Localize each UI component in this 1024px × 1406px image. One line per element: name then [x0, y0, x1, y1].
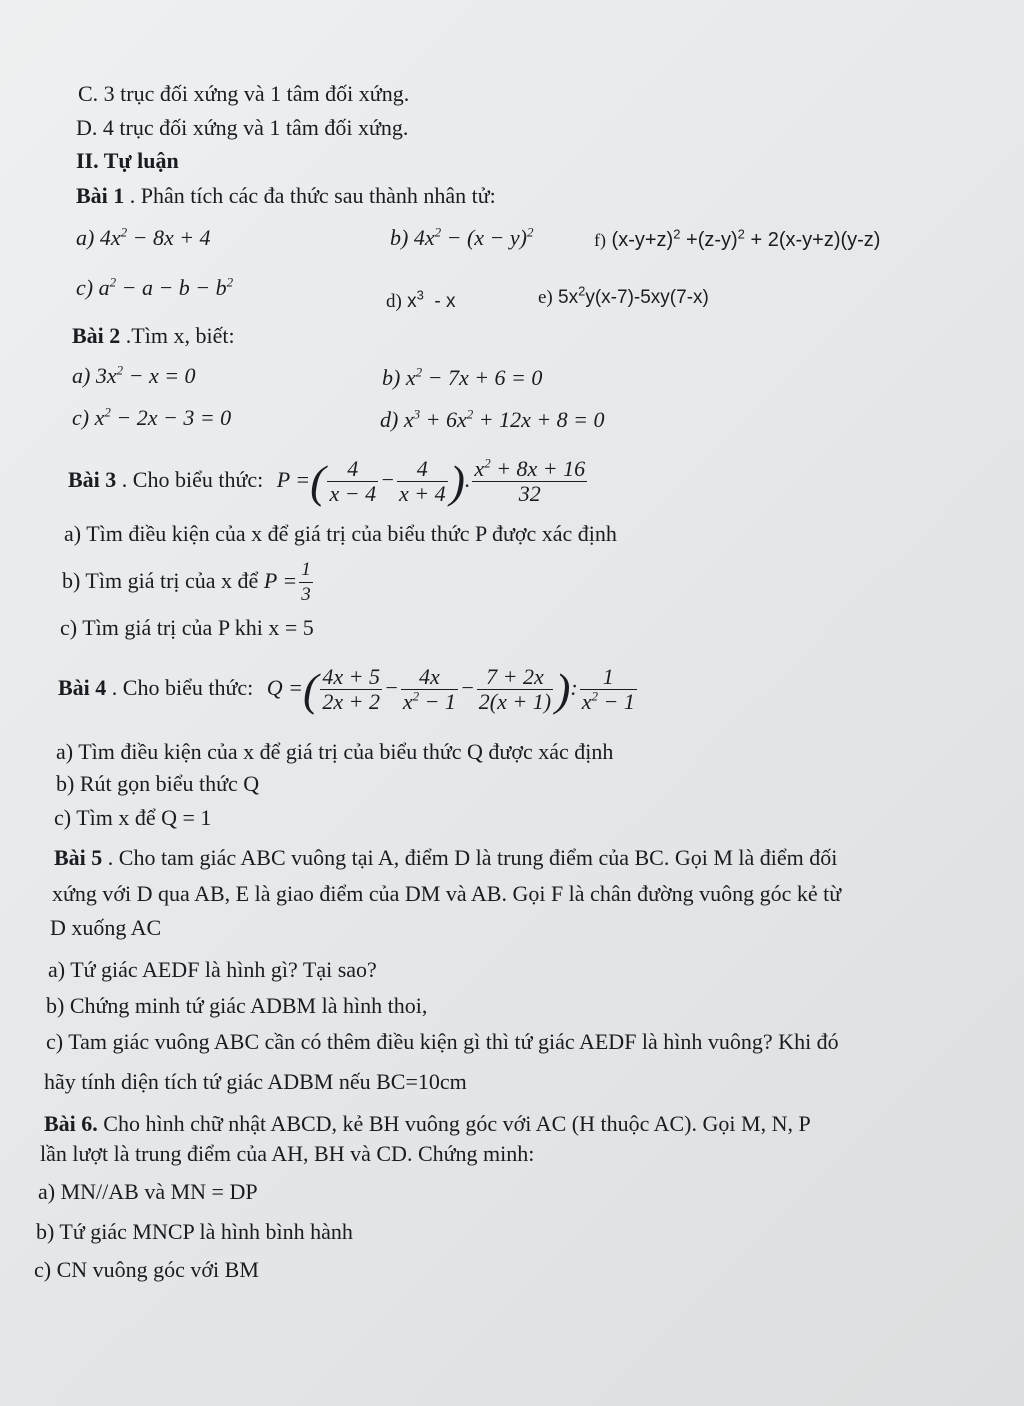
bai5-line2: xứng với D qua AB, E là giao điểm của DM và AB. Gọi F là chân đường vuông góc kẻ từ [52, 881, 842, 906]
bai1-d-label: d) [386, 291, 402, 312]
bai3-heading [68, 450, 589, 510]
bai5-a: a) Tứ giác AEDF là hình gì? Tại sao? [48, 957, 377, 982]
bai1-a: a) $4x^2 - 8x + 4$ [76, 224, 211, 250]
bai4-c: c) Tìm x để Q = 1 [54, 805, 212, 830]
bai1-f-label: f) [594, 230, 606, 250]
bai1-b-label: b) [390, 225, 409, 250]
bai3-c: c) Tìm giá trị của P khi x = 5 [60, 615, 314, 640]
bai2-heading [72, 322, 235, 350]
bai6-a: a) MN//AB và MN = DP [38, 1179, 258, 1204]
bai1-e: e) $5x^2y(x-7)-5xy(7-x)$ [538, 283, 709, 308]
bai1-heading [76, 182, 496, 210]
bai2-label: Bài 2 [72, 323, 121, 348]
bai1-text: . Phân tích các đa thức sau thành nhân tử: [124, 183, 496, 208]
bai2-a: a) $3x^2 - x = 0$ [72, 362, 196, 388]
bai5-line1-text: . Cho tam giác ABC vuông tại A, điểm D là trung điểm của BC. Gọi M là điểm đối [102, 845, 838, 870]
bai1-e-label: e) [538, 287, 553, 308]
bai2-c-label: c) [72, 405, 90, 430]
bai5-label: Bài 5 [54, 845, 103, 870]
bai3-expression: P =( $\frac{4}{x - 4}$ − $\frac{4}{x + 4}$ ). $\frac{x^2 + 8x + 16}{32}$ [276, 455, 586, 507]
bai6-b: b) Tứ giác MNCP là hình bình hành [36, 1219, 353, 1244]
bai5-b: b) Chứng minh tứ giác ADBM là hình thoi, [46, 993, 428, 1018]
bai3-a: a) Tìm điều kiện của x để giá trị của biểu thức P được xác định [64, 521, 617, 546]
bai2-c: c) $x^2 - 2x - 3 = 0$ [72, 404, 232, 430]
mcq-option-d: D. 4 trục đối xứng và 1 tâm đối xứng. [76, 115, 409, 140]
bai1-a-label: a) [76, 225, 95, 250]
bai2-d: d) $x^3 + 6x^2 + 12x + 8 = 0$ [380, 406, 605, 432]
bai2-b-label: b) [382, 365, 401, 390]
bai2-a-label: a) [72, 363, 91, 388]
bai5-c2: hãy tính diện tích tứ giác ADBM nếu BC=10cm [44, 1069, 467, 1094]
bai3-b [62, 556, 315, 606]
bai5-line1 [54, 844, 837, 872]
bai6-line1-text: Cho hình chữ nhật ABCD, kẻ BH vuông góc với AC (H thuộc AC). Gọi M, N, P [97, 1111, 811, 1136]
bai1-b: b) $4x^2 - (x - y)^2$ [390, 224, 534, 250]
bai4-a: a) Tìm điều kiện của x để giá trị của biểu thức Q được xác định [56, 739, 614, 764]
bai6-line1 [44, 1110, 811, 1138]
bai4-label: Bài 4 [58, 675, 107, 700]
bai6-label: Bài 6. [44, 1111, 98, 1136]
mcq-option-c: C. 3 trục đối xứng và 1 tâm đối xứng. [78, 81, 410, 106]
bai1-f: f) $(x-y+z)^2 +(z-y)^2 + 2(x-y+z)(y-z)$ [594, 226, 881, 251]
bai5-c1: c) Tam giác vuông ABC cần có thêm điều kiện gì thì tứ giác AEDF là hình vuông? Khi đó [46, 1029, 839, 1054]
bai6-c: c) CN vuông góc với BM [34, 1257, 259, 1282]
bai1-c-label: c) [76, 275, 94, 300]
bai1-d: d) $x^3$ - x [386, 287, 456, 312]
bai1-c: c) $a^2 - a - b - b^2$ [76, 274, 234, 300]
bai3-b-text: b) Tìm giá trị của x để [62, 568, 259, 593]
bai6-line2: lần lượt là trung điểm của AH, BH và CD. Chứng minh: [40, 1141, 535, 1166]
bai3-text: . Cho biểu thức: [116, 467, 264, 492]
bai4-heading [58, 656, 639, 720]
bai4-b: b) Rút gọn biểu thức Q [56, 771, 260, 796]
bai5-line3: D xuống AC [50, 915, 162, 940]
bai3-label: Bài 3 [68, 467, 117, 492]
bai2-text: .Tìm x, biết: [120, 323, 235, 348]
bai2-d-label: d) [380, 407, 399, 432]
bai1-label: Bài 1 [76, 183, 125, 208]
bai3-b-expression: P = $\frac{1}{3}$ [263, 559, 311, 606]
bai4-expression: Q =( $\frac{4x + 5}{2x + 2}$ − $\frac{4x}{x^2 - 1}$ − $\frac{7 + 2x}{2(x + 1)}$ ): $\frac{1}{x^2 - 1}$ [266, 663, 635, 715]
bai4-text: . Cho biểu thức: [106, 675, 254, 700]
section-title: II. Tự luận [76, 148, 179, 173]
bai2-b: b) $x^2 - 7x + 6 = 0$ [382, 364, 543, 390]
